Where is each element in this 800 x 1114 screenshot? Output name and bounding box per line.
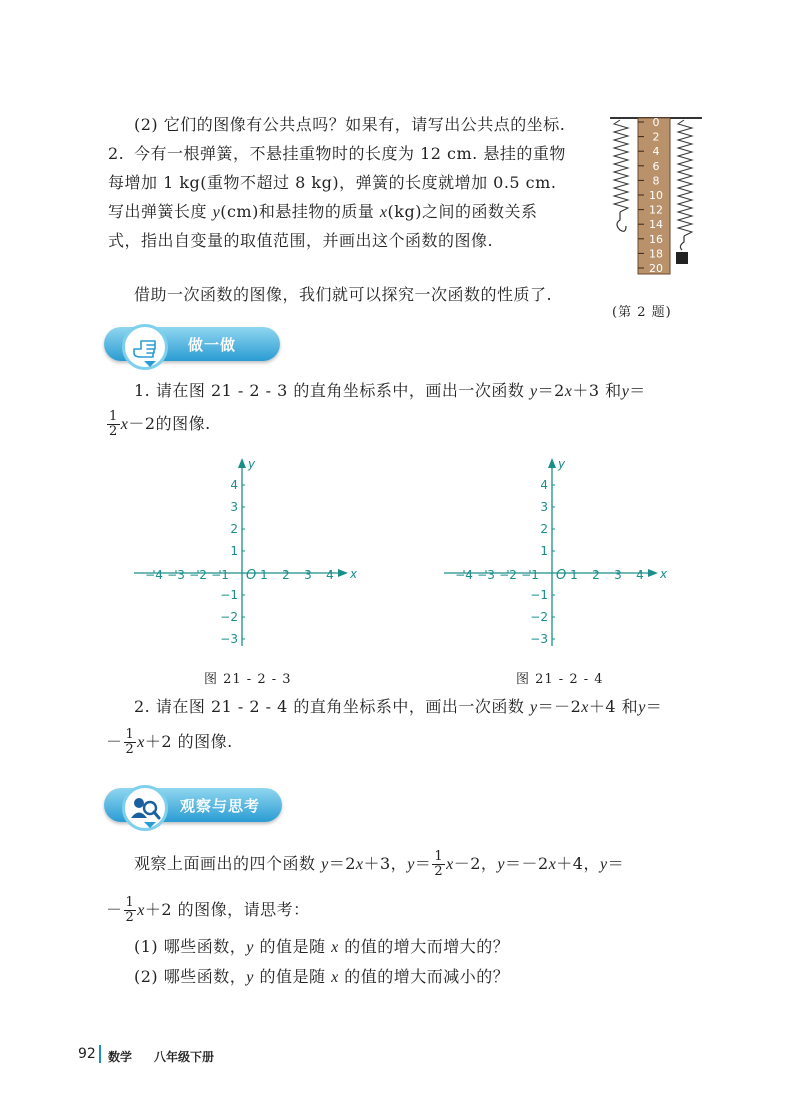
x-tick-label: 1 [570,568,578,582]
y-tick-label: −3 [220,632,238,646]
right-hook-icon [680,236,684,250]
ruler-label: 2 [652,130,660,144]
problem-2-line-2: 每增加 1 kg(重物不超过 8 kg)，弹簧的长度就增加 0.5 cm. [108,173,557,192]
left-spring [614,120,628,212]
ruler-label: 18 [649,247,663,261]
x-tick-label: −3 [167,568,185,582]
ruler-label: 8 [652,174,660,188]
observe-line-1: 观察上面画出的四个函数 y＝2x＋3，y＝ $\frac{1}{2}$ x－2，y＝－2x＋4，y＝ [134,849,625,879]
do-question-1-line-2: $\frac{1}{2}$ x－2的图像. [109,409,211,439]
do-question-1-line-1: 1. 请在图 21 - 2 - 3 的直角坐标系中，画出一次函数 y＝2x＋3 和y＝ [134,381,646,400]
y-tick-label: 1 [540,544,548,558]
y-tick-label: 3 [540,500,548,514]
x-tick-label: 4 [326,568,334,582]
left-hook-icon [617,212,626,231]
ruler-label: 16 [649,232,663,246]
x-tick-label: −2 [499,568,517,582]
ruler-label: 12 [649,203,663,217]
x-tick-label: −4 [145,568,163,582]
origin-label: O [246,568,257,583]
weight-block-icon [676,252,688,264]
problem-2-line-4: 式，指出自变量的取值范围，并画出这个函数的图像. [108,231,494,250]
ruler-label: 4 [652,145,660,159]
footer-subject: 数学 [108,1050,133,1064]
y-tick-label: −2 [220,610,238,624]
page-number: 92 [78,1046,96,1062]
x-tick-label: 2 [282,568,290,582]
problem-2-number: 2. [108,144,125,163]
x-tick-label: −1 [521,568,539,582]
x-axis-arrow-icon [648,569,658,577]
coordinate-grid-21-2-3[interactable] [126,452,366,652]
x-tick-label: 1 [260,568,268,582]
y-tick-label: 2 [540,522,548,536]
footer-divider [99,1045,101,1063]
y-axis-arrow-icon [548,458,556,468]
section-badge-observe: 观察与思考 [104,788,282,822]
x-tick-label: 3 [304,568,312,582]
problem-1-part-2: (2) 它们的图像有公共点吗？如果有，请写出公共点的坐标. [134,115,566,134]
y-tick-label: −2 [530,610,548,624]
y-tick-label: 3 [230,500,238,514]
figure-caption-21-2-3: 图 21 - 2 - 3 [204,672,292,687]
y-axis-label: y [558,457,566,471]
y-tick-label: 4 [230,478,238,492]
problem-2-line-3: 写出弹簧长度 y(cm)和悬挂物的质量 x(kg)之间的函数关系 [108,202,538,221]
right-spring [678,120,692,236]
y-tick-label: 2 [230,522,238,536]
ruler-label: 20 [649,262,663,275]
ruler-label: 10 [649,189,663,202]
x-axis-arrow-icon [338,569,348,577]
x-tick-label: 3 [614,568,622,582]
observe-question-2: (2) 哪些函数，y 的值是随 x 的值的增大而减小的？ [134,967,510,986]
do-question-2-line-2: － $\frac{1}{2}$ x＋2 的图像. [106,727,233,757]
spring-figure-caption: (第 2 题) [612,305,672,320]
ruler-label: 14 [649,218,663,232]
y-tick-label: −1 [220,588,238,602]
x-tick-label: −2 [189,568,207,582]
x-tick-label: −4 [455,568,473,582]
y-axis-arrow-icon [238,458,246,468]
section-badge-do: 做一做 [104,327,280,361]
problem-2-line-1: 今有一根弹簧，不悬挂重物时的长度为 12 cm. 悬挂的重物 [134,144,566,163]
coordinate-grid-21-2-4[interactable] [436,452,676,652]
y-tick-label: −3 [530,632,548,646]
x-axis-label: x [660,567,668,581]
y-tick-label: −1 [530,588,548,602]
observe-question-1: (1) 哪些函数，y 的值是随 x 的值的增大而增大的？ [134,937,510,956]
spring-figure [606,108,706,278]
ruler-label: 0 [652,116,660,129]
observe-line-2: － $\frac{1}{2}$ x＋2 的图像，请思考： [106,895,310,925]
x-axis-label: x [350,567,358,581]
intro-text: 借助一次函数的图像，我们就可以探究一次函数的性质了. [134,285,553,304]
do-question-2-line-1: 2. 请在图 21 - 2 - 4 的直角坐标系中，画出一次函数 y＝－2x＋4 和y＝ [134,697,663,716]
y-tick-label: 1 [230,544,238,558]
x-tick-label: −3 [477,568,495,582]
figure-caption-21-2-4: 图 21 - 2 - 4 [516,672,604,687]
y-tick-label: 4 [540,478,548,492]
footer-grade: 八年级下册 [154,1050,215,1064]
x-tick-label: 4 [636,568,644,582]
y-axis-label: y [248,457,256,471]
x-tick-label: −1 [211,568,229,582]
x-tick-label: 2 [592,568,600,582]
ruler-label: 6 [652,159,660,173]
origin-label: O [556,568,567,583]
